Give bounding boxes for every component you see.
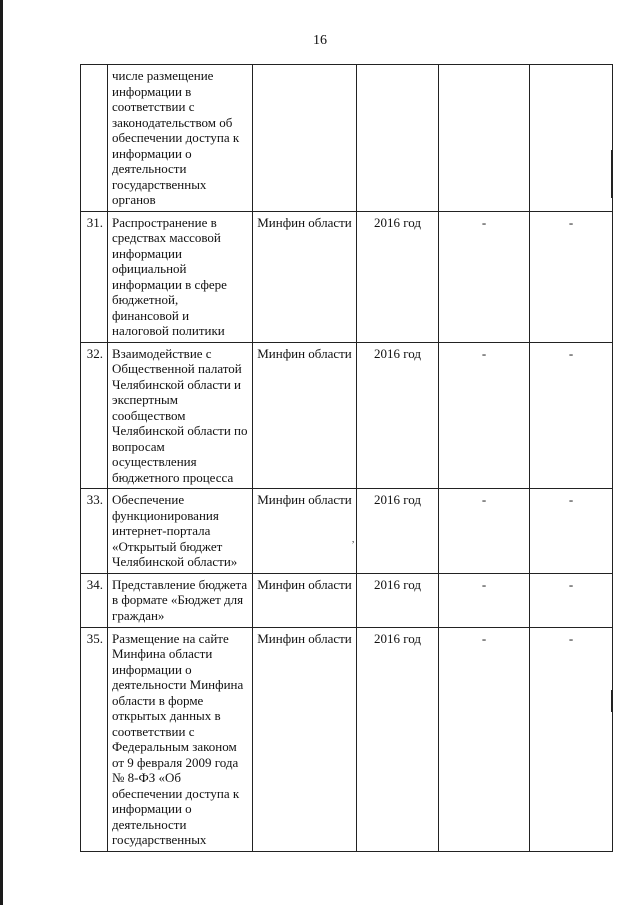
scan-left-edge [0, 0, 3, 905]
col6-cell: - [530, 627, 613, 851]
table-row-34 [81, 573, 613, 627]
table-row-33 [81, 489, 613, 574]
term-cell: 2016 год [357, 211, 439, 342]
measure-text: Взаимодействие с Общественной палатой Челябинской области и экспертным сообществом Челябинской области по вопросам осуществления бюджетного процесса [108, 342, 253, 489]
measure-text: Обеспечение функционирования интернет-портала «Открытый бюджет Челябинской области» [108, 489, 253, 574]
col5-cell: - [439, 211, 530, 342]
col6-cell: - [530, 211, 613, 342]
term-cell [357, 65, 439, 212]
table-row-35 [81, 627, 613, 851]
measure-text: Распространение в средствах массовой информации официальной информации в сфере бюджетной, финансовой и налоговой политики [108, 211, 253, 342]
page-number: 16 [313, 33, 327, 48]
term-cell: 2016 год [357, 342, 439, 489]
col6-cell: - [530, 573, 613, 627]
table-row-31 [81, 211, 613, 342]
table-row-32 [81, 342, 613, 489]
col5-cell: - [439, 489, 530, 574]
scan-artifact-mark: , [352, 534, 355, 544]
executor-cell: Минфин области [253, 211, 357, 342]
executor-cell: Минфин области [253, 573, 357, 627]
measure-text: Представление бюджета в формате «Бюджет для граждан» [108, 573, 253, 627]
executor-cell: Минфин области [253, 489, 357, 574]
col6-cell: - [530, 489, 613, 574]
col5-cell: - [439, 573, 530, 627]
col5-cell: - [439, 342, 530, 489]
col5-cell [439, 65, 530, 212]
measure-text: Размещение на сайте Минфина области информации о деятельности Минфина области в форме открытых данных в соответствии с Федеральным законом от 9 февраля 2009 года № 8-ФЗ «Об обеспечении доступа к информации о деятельности государственных [108, 627, 253, 851]
term-cell: 2016 год [357, 489, 439, 574]
table-row-continuation [81, 65, 613, 212]
executor-cell: Минфин области [253, 627, 357, 851]
col6-cell [530, 65, 613, 212]
row-number: 31. [81, 211, 108, 342]
row-number: 33. [81, 489, 108, 574]
row-number: 34. [81, 573, 108, 627]
measure-text: числе размещение информации в соответствии с законодательством об обеспечении доступа к информации о деятельности государственных органов [108, 65, 253, 212]
row-number [81, 65, 108, 212]
term-cell: 2016 год [357, 573, 439, 627]
plan-table [80, 64, 613, 852]
row-number: 32. [81, 342, 108, 489]
col5-cell: - [439, 627, 530, 851]
term-cell: 2016 год [357, 627, 439, 851]
executor-cell: Минфин области [253, 342, 357, 489]
row-number: 35. [81, 627, 108, 851]
col6-cell: - [530, 342, 613, 489]
executor-cell [253, 65, 357, 212]
